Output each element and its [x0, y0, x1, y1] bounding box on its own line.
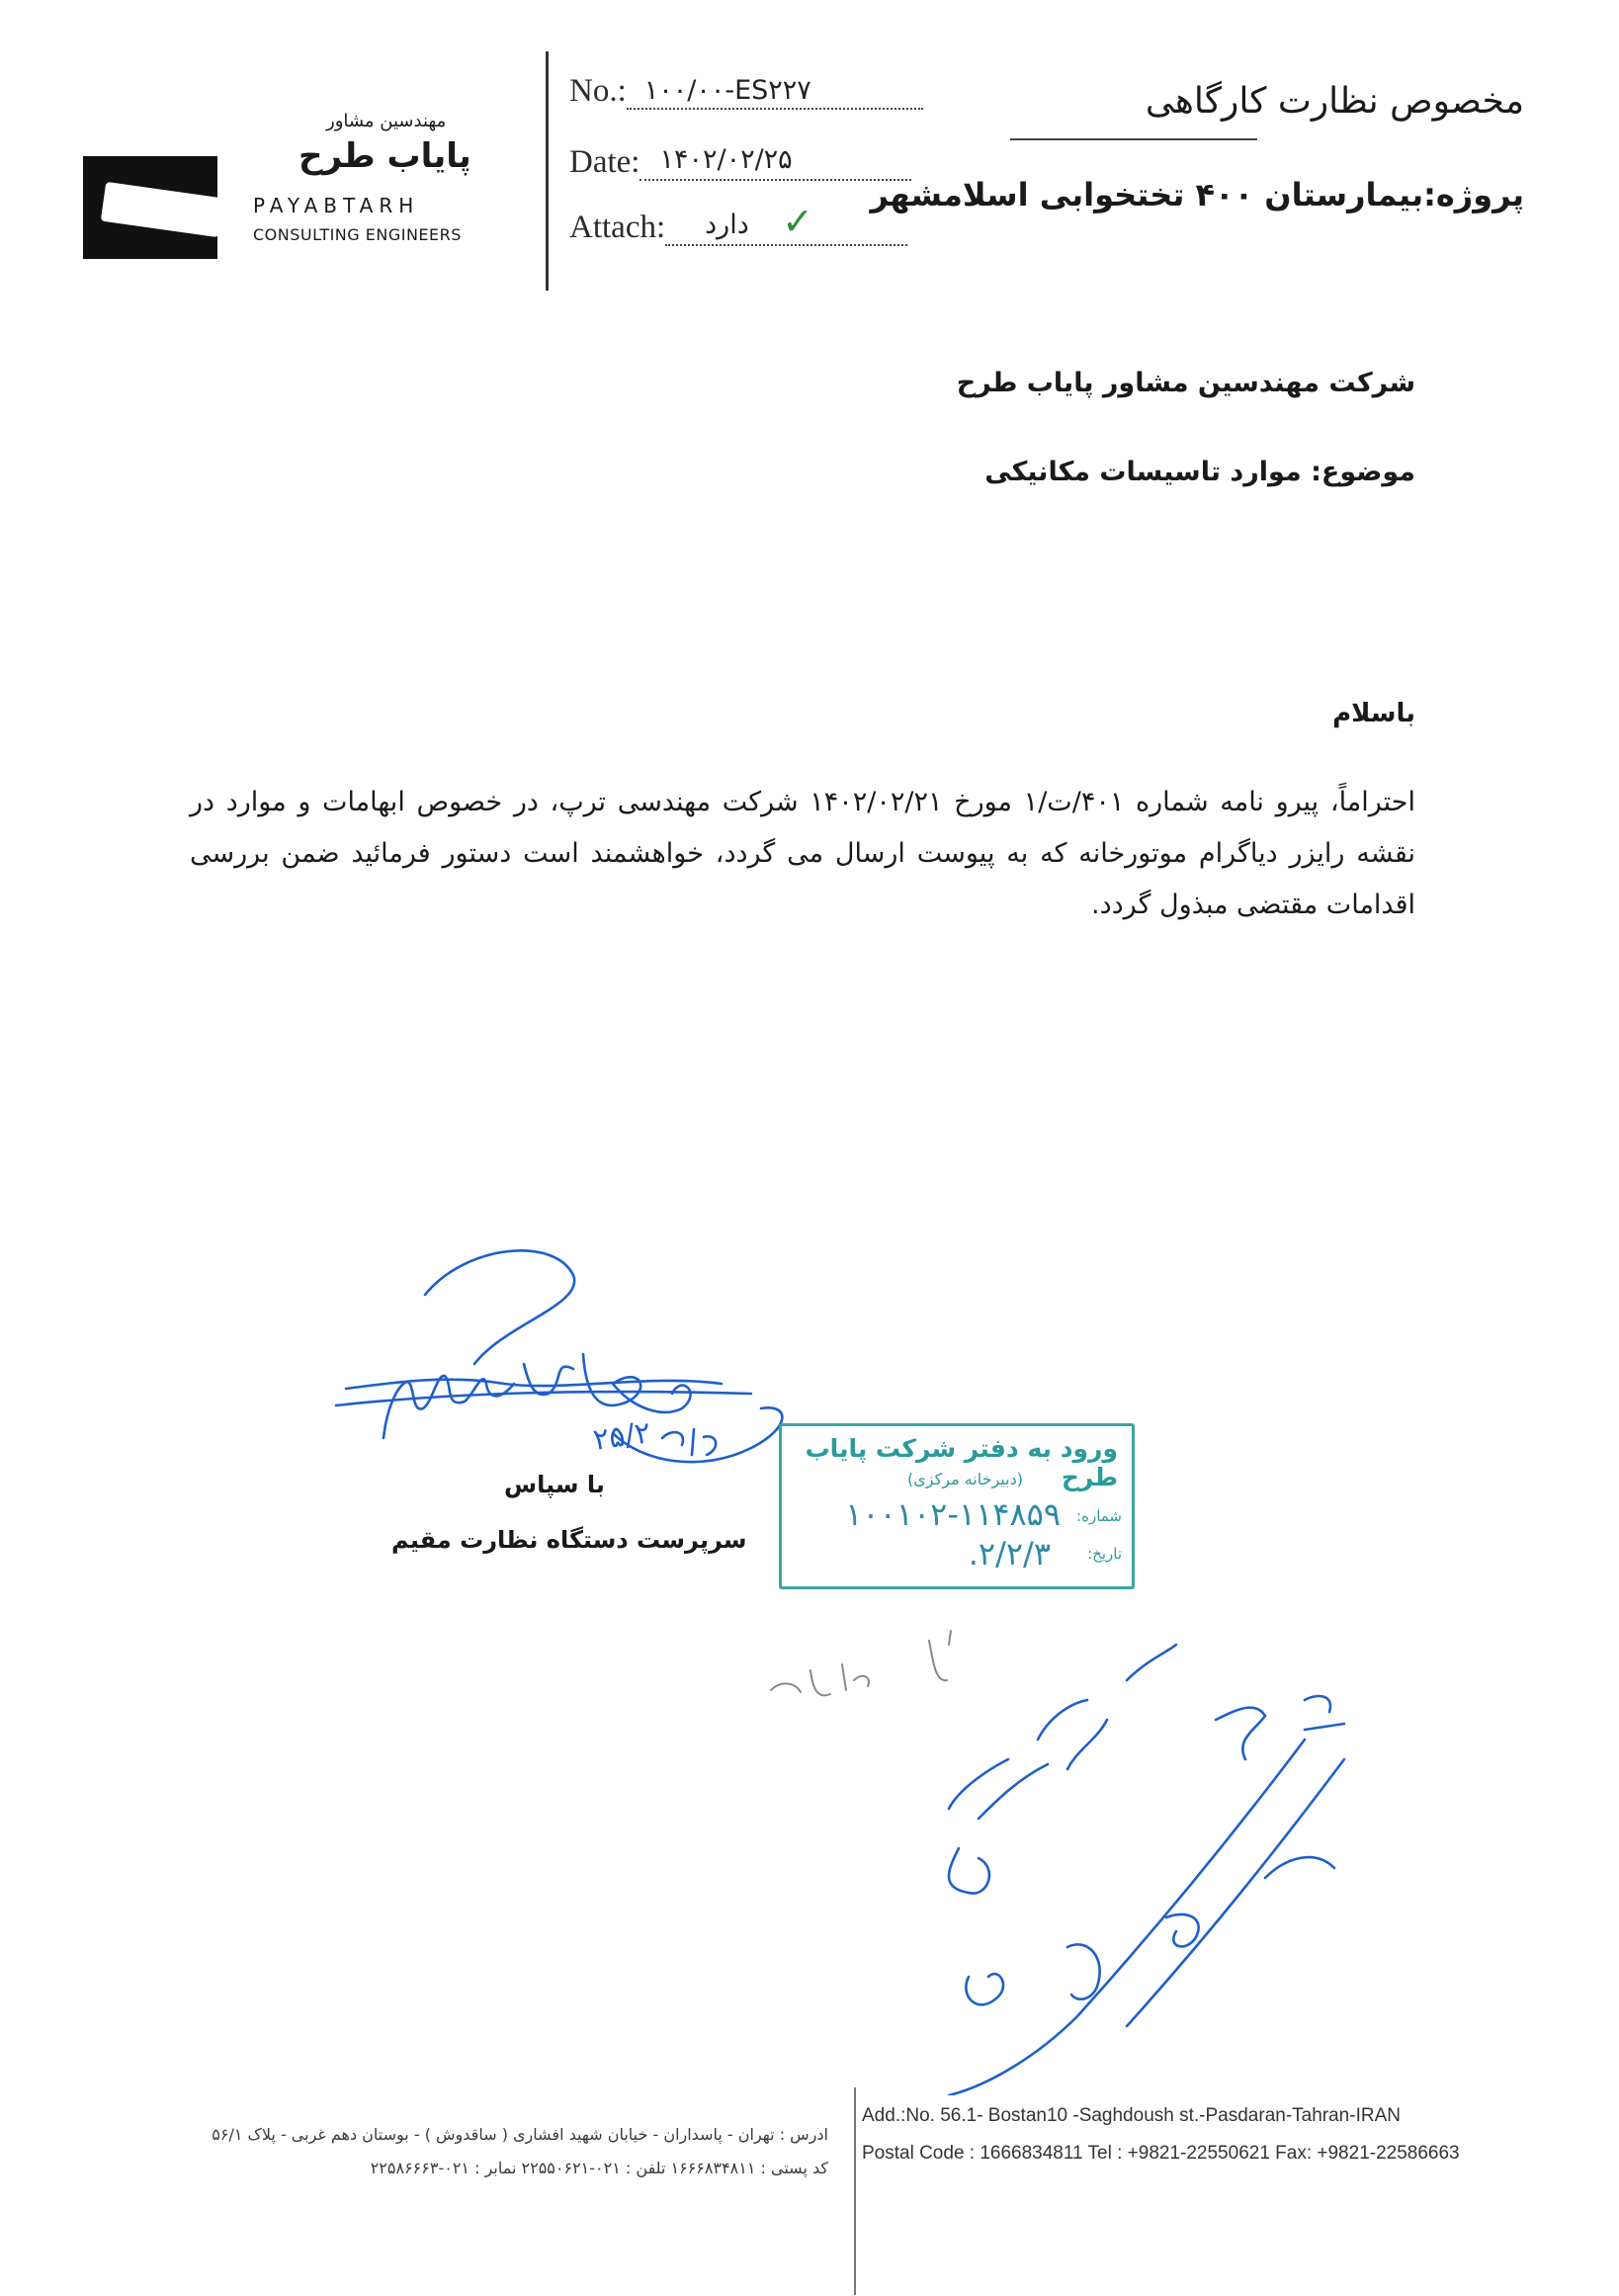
handwritten-signature — [326, 1235, 810, 1492]
greeting: باسلام — [1332, 699, 1415, 728]
letter-attach-line — [665, 202, 907, 246]
letter-date-row — [569, 144, 911, 181]
footer-address-fa: ادرس : تهران - پاسداران - خیابان شهید افشاری ( ساقدوش ) - بوستان دهم غربی - پلاک ۵۶/۱ — [212, 2125, 828, 2144]
letter-date-label: Date: — [569, 144, 640, 180]
project-title: پروژه:بیمارستان ۴۰۰ تختخوابی اسلامشهر — [870, 176, 1524, 213]
letter-attach-value: دارد — [705, 210, 749, 240]
letter-number-label: No.: — [569, 73, 627, 109]
special-usage-label: مخصوص نظارت کارگاهی — [1145, 81, 1524, 122]
footer-contact-en: Postal Code : 1666834811 Tel : +9821-22550621 Fax: +9821-22586663 — [862, 2143, 1460, 2164]
letter-attach-label: Attach: — [569, 210, 666, 245]
footer-divider — [854, 2087, 856, 2295]
stamp-number-value: ۱۰۰۱۰۲-۱۱۴۸۵۹ — [845, 1495, 1061, 1533]
signer-title: سرپرست دستگاه نظارت مقیم — [391, 1526, 747, 1554]
letter-date-value: ۱۴۰۲/۰۲/۲۵ — [659, 144, 793, 175]
stamp-number-label: شماره: — [1076, 1507, 1122, 1525]
stamp-subtitle: (دبیرخانه مرکزی) — [907, 1470, 1023, 1488]
letter-number-line — [627, 75, 923, 110]
closing-text: با سپاس — [504, 1471, 605, 1498]
logo-name-fa: پایاب طرح — [298, 136, 471, 176]
stamp-date-value: ۲/۲/۳. — [968, 1535, 1051, 1573]
receipt-stamp — [779, 1423, 1135, 1589]
letter-number-row — [569, 73, 923, 110]
check-mark-icon: ✓ — [782, 202, 813, 243]
stamp-date-label: تاریخ: — [1087, 1545, 1122, 1563]
logo-name-en: PAYABTARH — [253, 194, 420, 217]
handwritten-notes — [751, 1621, 1364, 2095]
letter-body-paragraph: احتراماً، پیرو نامه شماره ۴۰۱/ت/۱ مورخ ۱۴۰۲/۰۲/۲۱ شرکت مهندسی ترپ، در خصوص ابهامات و موارد در نقشه رایزر دیاگرام موتورخانه که به پیوست ارسال می گردد، خواهشمند است دستور فرمائید ضمن بررسی اقدامات مقتضی مبذول گردد. — [190, 787, 1415, 920]
header-divider — [546, 51, 549, 291]
handwritten-date: ۲۵/۲ — [590, 1415, 653, 1458]
logo-tagline-en: CONSULTING ENGINEERS — [253, 225, 462, 244]
special-usage-underline — [1010, 138, 1257, 140]
letter-number-value: ۱۰۰/۰۰-ES۲۲۷ — [643, 75, 811, 106]
recipient: شرکت مهندسین مشاور پایاب طرح — [956, 368, 1415, 398]
footer-address-en: Add.:No. 56.1- Bostan10 -Saghdoush st.-Pasdaran-Tahran-IRAN — [862, 2105, 1401, 2126]
subject-line: موضوع: موارد تاسیسات مکانیکی — [984, 457, 1415, 487]
stamp-title: ورود به دفتر شرکت پایاب طرح — [805, 1434, 1118, 1491]
logo-subtitle-fa: مهندسین مشاور — [326, 111, 447, 131]
letter-attach-row — [569, 202, 907, 246]
footer-postal-fa: کد پستی : ۱۶۶۶۸۳۴۸۱۱ تلفن : ۰۲۱-۲۲۵۵۰۶۲۱ نمابر : ۰۲۱-۲۲۵۸۶۶۶۳ — [370, 2159, 828, 2177]
